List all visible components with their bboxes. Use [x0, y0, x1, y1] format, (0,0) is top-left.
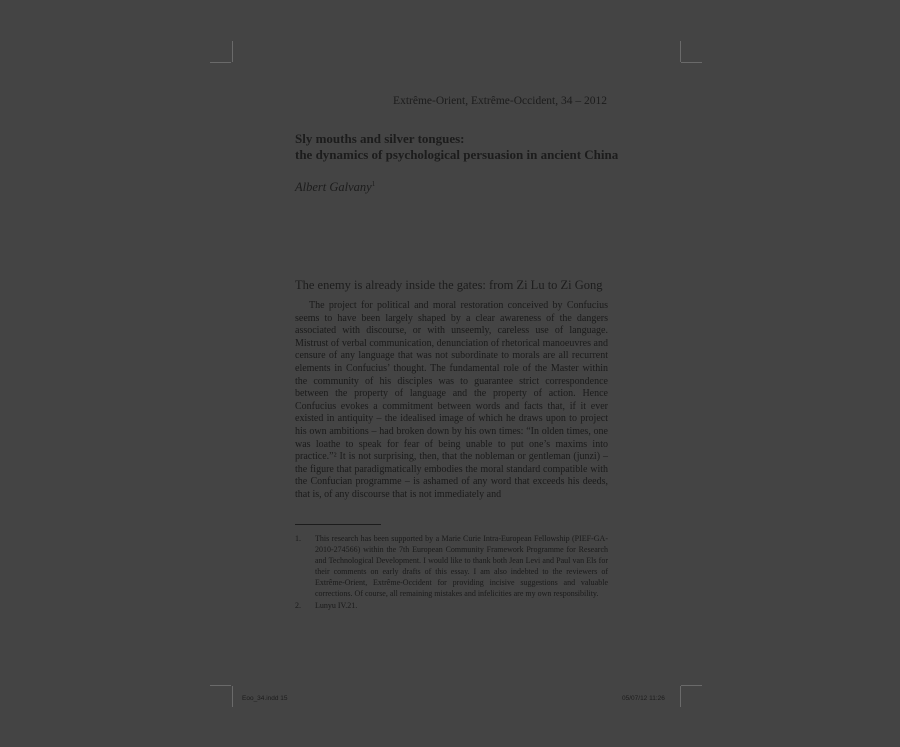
crop-mark [681, 62, 702, 63]
author-note-ref: 1 [371, 180, 376, 188]
crop-mark [210, 62, 231, 63]
footnote-text: Lunyu IV.21. [315, 601, 358, 610]
crop-mark [680, 686, 681, 707]
crop-mark [232, 41, 233, 62]
title-line-2: the dynamics of psychological persuasion in ancient China [295, 147, 619, 162]
slug-left: Eoo_34.indd 15 [242, 695, 288, 702]
author-name: Albert Galvany [295, 180, 372, 195]
footnote-rule [295, 524, 381, 525]
footnotes [295, 533, 608, 612]
running-header: Extrême-Orient, Extrême-Occident, 34 – 2012 [393, 95, 607, 107]
slug-right: 05/07/12 11:26 [622, 695, 665, 702]
body-paragraph: The project for political and moral restoration conceived by Confucius seems to have been largely shaped by a clear awareness of the dangers associated with discourse, or with unseemly, careless use of language. Mistrust of verbal communication, denunciation of rhetorical manoeuvres and censure of any language that was not subordinate to morals are all recurrent elements in Confucius’ thought. The fundamental role of the Master within the community of his disciples was to guarantee strict correspondence between the property of language and the property of action. Hence Confucius evokes a commitment between words and facts that, if it ever existed in antiquity – the idealised image of which he draws upon to project his own ambitions – had broken down by his own times: “In olden times, one was loathe to speak for fear of being unable to put one’s maxims into practice.”² It is not surprising, then, that the nobleman or gentleman (junzi) – the figure that paradigmatically embodies the moral standard compatible with the Confucian programme – is ashamed of any word that exceeds his deeds, that is, of any discourse that is not immediately and [295, 300, 608, 500]
footnote-number: 1. [295, 534, 301, 543]
author [295, 180, 375, 195]
crop-mark [210, 685, 231, 686]
section-heading: The enemy is already inside the gates: from Zi Lu to Zi Gong [295, 278, 603, 292]
crop-mark [681, 685, 702, 686]
footnote [295, 533, 608, 599]
title-line-1: Sly mouths and silver tongues: [295, 131, 465, 146]
footnote-number: 2. [295, 601, 301, 610]
footnote [295, 600, 608, 611]
body-text [295, 300, 608, 502]
crop-mark [232, 686, 233, 707]
crop-mark [680, 41, 681, 62]
article-title [295, 131, 618, 163]
footnote-text: This research has been supported by a Marie Curie Intra-European Fellowship (PIEF-GA-2010-274566) within the 7th European Community Framework Programme for Research and Technological Development. I would like to thank both Jean Levi and Paul van Els for their comments on early drafts of this essay. I am also indebted to the reviewers of Extrême-Orient, Extrême-Occident for providing incisive suggestions and valuable corrections. Of course, all remaining mistakes and infelicities are my own responsibility. [315, 534, 608, 598]
